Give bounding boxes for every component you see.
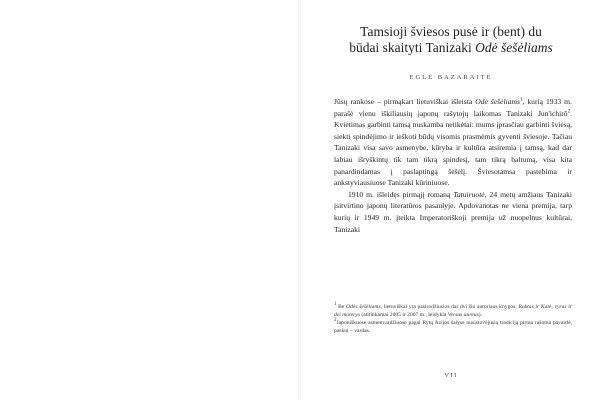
author-name: EGLĖ BAZARAITĖ [409, 74, 493, 81]
footnote-ref-1[interactable]: 1 [519, 97, 523, 103]
footnote-1-part-a: Be [336, 304, 347, 310]
footnote-2-text: Japoniškuose asmenvardžiuose pagal Rytų Azijos šalyse nusistovėjusią tradiciją pirma rašoma pavardė, paskui – vardas. [334, 320, 572, 334]
footnote-1-publisher: Versus aureus [447, 311, 479, 318]
footnote-1-part-d: ). [478, 311, 483, 318]
paragraph-1 [334, 96, 572, 189]
paragraph-2 [334, 189, 572, 235]
chapter-title-line-1: Tamsioji šviesos pusė ir (bent) du [360, 24, 542, 39]
paragraph-1-part-b: , kurią 1933 m. parašė vienu iškiliausių japonų rašytojų laikomas Tanizaki Jun'ichirō [334, 97, 572, 118]
footnote-2 [334, 320, 572, 335]
footnote-1-part-c: (atitinkamai 2005 ir 2007 m., leidykla [359, 311, 448, 318]
footnote-1-marker: 1 [334, 302, 337, 308]
footnote-1 [334, 304, 572, 319]
page-number: VII [444, 372, 458, 379]
footnote-1-part-b: , lietuviškai yra pasirodžiusios dar dvi šio autoriaus knygos: [380, 304, 519, 310]
footnotes [334, 304, 572, 336]
chapter-title-line-2 [302, 40, 600, 56]
footnote-2-marker: 2 [334, 318, 337, 324]
body-text [334, 96, 572, 235]
paragraph-2-part-a: 1910 m. išleidęs pirmąjį romaną [348, 189, 454, 199]
footnote-ref-2[interactable]: 2 [567, 109, 571, 115]
chapter-title-work-name: Odė šešėliams [475, 40, 553, 55]
chapter-title-line-2-text: būdai skaityti Tanizaki [349, 40, 476, 55]
paragraph-1-part-a: Jūsų rankose – pirmąkart lietuviškai išleista [334, 97, 476, 106]
paragraph-2-part-b: , 24 metų amžiaus Tanizaki įsitvirtino japonų literatūros pasaulyje. Apdovanotas ne viena premija, tarp kurių ir 1949 m. įteikta Imperatoriškoji premija už nuopelnus kultūrai, Tanizaki [334, 189, 573, 234]
paragraph-1-part-c: . Kvietimas garbinti tamsą nuskamba netikėtai: mums įprasčiau garbinti šviesą, siekti spindėjimo ir ieškoti būdų visomis prasmėmis gyventi šviesoje. Tačiau Tanizaki visa savo asmenybe, kūryba ir kultūra atsiremia į tamsą, kad dar labiau išryškintų tik tam tikrą spindesį, tam tikrą baltumą, visa kita panardindamas į paslaptingą šešėlį. Šviesotamsa pastebima ir ankstyviausiuose Tanizaki kūriniuose. [334, 108, 572, 188]
footnote-1-title-2: Raktas ir Katė, vyras ir dvi moterys [334, 304, 572, 318]
footnote-1-title-1: Odės šešėliams [346, 304, 381, 310]
right-page [302, 0, 600, 400]
paragraph-1-work-title: Odė šešėliams [475, 97, 520, 106]
paragraph-2-work-title: Tatuiruotė [453, 189, 485, 199]
